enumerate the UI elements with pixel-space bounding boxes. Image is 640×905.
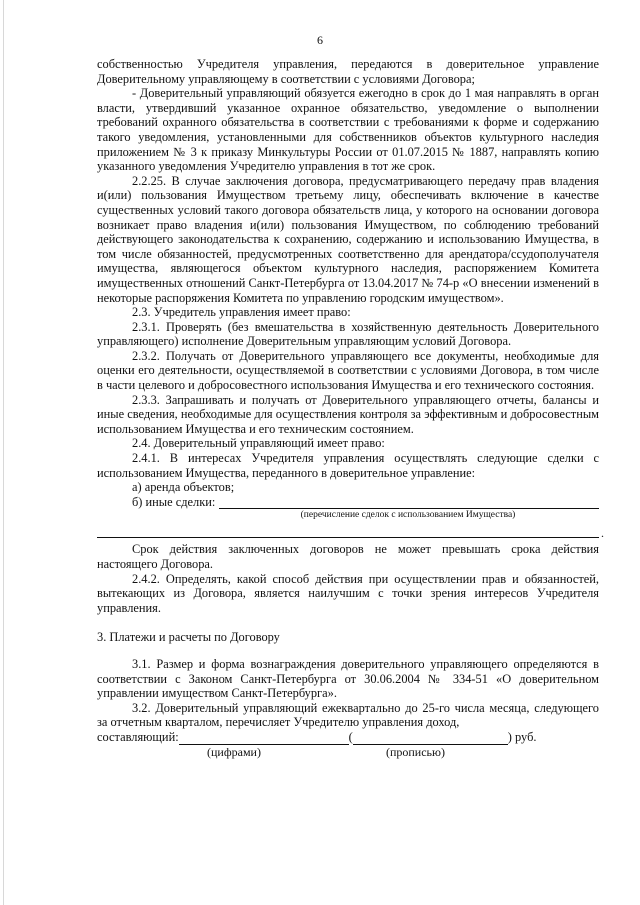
amount-captions (97, 745, 599, 760)
other-deals-blank-line (97, 521, 604, 540)
scan-edge (3, 0, 4, 905)
paragraph-2-3-2: 2.3.2. Получать от Доверительного управляющего все документы, необходимые для оценки его деятельности, осуществляемой в соответствии с условиями Договора, в том числе в части целевого и добросовестного использования Имущества и его технического состояния. (97, 348, 599, 393)
paragraph-2-3-1: 2.3.1. Проверять (без вмешательства в хозяйственную деятельность Доверительного управляющего) исполнение Доверительным управляющим условий Договора. (97, 319, 599, 349)
income-label: составляющий: (97, 729, 179, 744)
paragraph: - Доверительный управляющий обязуется ежегодно в срок до 1 мая направлять в орган власти, утвердивший указанное охранное обязательство, уведомление о выполнении требований охранного обязательства в соответствии с требованиями к форме и содержанию такого уведомления, установленными для собственников объектов культурного наследия приложением № 3 к приказу Минкультуры России от 01.07.2015 № 1887, направлять копию указанного уведомления Учредителю управления в тот же срок. (97, 86, 599, 174)
amount-words-blank (353, 732, 508, 745)
list-item-a: а) аренда объектов; (132, 480, 235, 495)
paragraph-2-4: 2.4. Доверительный управляющий имеет право: (132, 436, 385, 451)
paragraph-2-4-1: 2.4.1. В интересах Учредителя управления осуществлять следующие сделки с использованием Имущества, переданного в доверительное управление: (97, 451, 599, 480)
other-deals-caption: (перечисление сделок с использованием Имущества) (300, 510, 516, 521)
amount-digits-blank (179, 732, 349, 745)
paragraph-3-1: 3.1. Размер и форма вознаграждения доверительного управляющего определяются в соответствии с Законом Санкт-Петербурга от 30.06.2004 № 334-51 «О доверительном управлении имуществом Санкт-Петербурга». (97, 656, 599, 701)
paragraph-term: Срок действия заключенных договоров не может превышать срока действия настоящего Договора. (97, 542, 599, 571)
currency-label: ) руб. (507, 729, 537, 744)
other-deals-field (97, 495, 599, 510)
paragraph-2-4-2: 2.4.2. Определять, какой способ действия при осуществлении прав и обязанностей, вытекающих из Договора, является наилучшим с точки зрения интересов Учредителя управления. (97, 571, 599, 615)
line-end-dot: . (601, 525, 604, 540)
words-caption: (прописью) (385, 744, 445, 759)
paragraph: собственностью Учредителя управления, передаются в доверительное управление Доверительному управляющему в соответствии с условиями Договора; (97, 57, 599, 86)
digits-caption: (цифрами) (207, 744, 261, 759)
paragraph-2-2-25: 2.2.25. В случае заключения договора, предусматривающего передачу прав владения и(или) пользования Имуществом третьему лицу, обеспечивать включение в качестве существенных условий такого договора обязательств лица, у которого на основании договора возникает право владения и(или) пользования Имуществом, по соблюдению требований действующего законодательства к сохранению, содержанию и использованию Имущества, в том числе обязанностей, предусмотренных соответственно для арендатора/ссудополучателя имущества, являющегося объектом культурного наследия, распоряжением Комитета имущественных отношений Санкт-Петербурга от 13.04.2017 № 74-р «О внесении изменений в некоторые распоряжения Комитета по управлению городским имуществом». (97, 173, 599, 305)
section-title-payments: 3. Платежи и расчеты по Договору (97, 630, 280, 645)
paragraph-2-3-3: 2.3.3. Запрашивать и получать от Доверительного управляющего отчеты, балансы и иные сведения, необходимые для осуществления контроля за эффективным и добросовестным использованием Имущества и его техническим состоянием. (97, 392, 599, 436)
other-deals-blank (219, 496, 599, 509)
page-number: 6 (317, 33, 323, 47)
paragraph-3-2: 3.2. Доверительный управляющий ежеквартально до 25-го числа месяца, следующего за отчетным кварталом, перечисляет Учредителю управления доход, (97, 700, 599, 730)
other-deals-label: б) иные сделки: (132, 494, 216, 509)
income-amount-field (97, 730, 599, 745)
paragraph-2-3: 2.3. Учредитель управления имеет право: (132, 305, 351, 320)
document-body (97, 57, 604, 759)
open-paren: ( (348, 729, 353, 744)
